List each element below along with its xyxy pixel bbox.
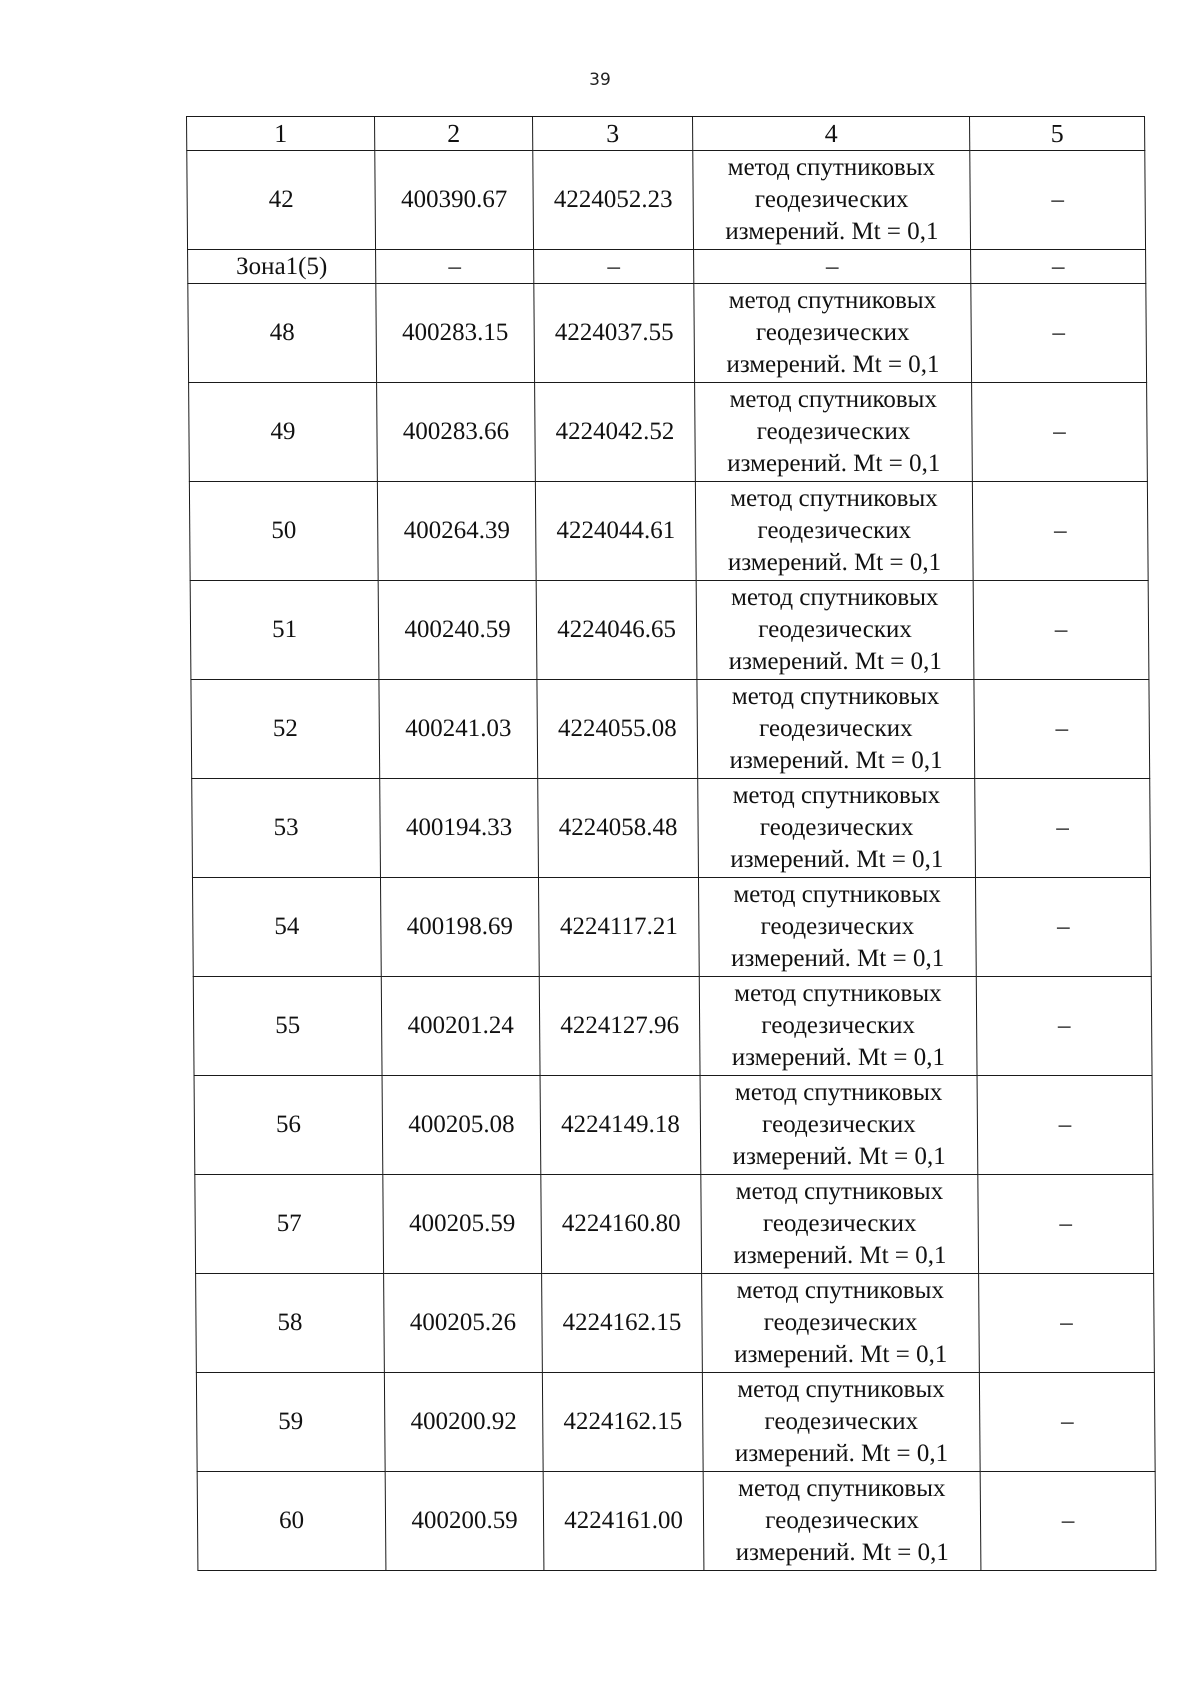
method-line: измерений. Mt = 0,1 [731,1044,946,1071]
table-row [197,1472,1156,1571]
method-line: измерений. Mt = 0,1 [727,549,942,576]
method-line: метод спутниковых [730,584,939,611]
method-line: – [825,252,839,280]
table-row [187,151,1146,250]
y-coordinate-cell: 4224058.48 [538,779,699,878]
method-line: геодезических [758,715,913,742]
note-cell: – [971,284,1147,383]
method-line: метод спутниковых [729,386,938,413]
method-cell [695,383,973,482]
note-cell: – [975,878,1151,977]
method-cell [703,1472,981,1571]
method-line: метод спутниковых [732,782,941,809]
column-header: 5 [970,117,1145,151]
table-header-row [187,117,1145,151]
method-line: измерений. Mt = 0,1 [734,1341,948,1368]
x-coordinate-cell: 400283.66 [377,383,536,482]
method-cell [699,977,977,1076]
x-coordinate-cell: 400205.08 [382,1076,541,1175]
table-row [190,581,1149,680]
column-header: 1 [187,117,375,151]
x-coordinate-cell: 400205.59 [383,1175,542,1274]
table-row [192,779,1151,878]
method-cell [693,151,971,250]
zone-row [188,250,1146,284]
x-coordinate-cell: 400264.39 [377,482,536,581]
note-cell: – [971,250,1146,284]
x-coordinate-cell: 400241.03 [379,680,538,779]
y-coordinate-cell: 4224127.96 [539,977,700,1076]
method-cell [702,1274,980,1373]
point-number-cell: 42 [187,151,376,250]
note-cell: – [978,1175,1154,1274]
method-cell [694,250,971,284]
point-number-cell: 55 [193,977,382,1076]
method-cell [696,581,974,680]
note-cell: – [972,482,1148,581]
x-coordinate-cell: 400198.69 [380,878,539,977]
method-line: геодезических [765,1507,919,1534]
point-number-cell: 54 [192,878,381,977]
y-coordinate-cell: 4224149.18 [540,1076,701,1175]
note-cell: – [974,680,1150,779]
point-number-cell: 59 [196,1373,385,1472]
y-coordinate-cell: 4224037.55 [534,284,695,383]
table-row [189,482,1148,581]
method-cell [700,1076,978,1175]
method-line: метод спутниковых [737,1475,946,1502]
y-coordinate-cell: 4224044.61 [535,482,696,581]
method-line: метод спутниковых [736,1277,945,1304]
y-coordinate-cell: 4224052.23 [533,151,694,250]
note-cell: – [976,977,1152,1076]
x-coordinate-cell: 400200.92 [384,1373,543,1472]
x-coordinate-cell: 400390.67 [375,151,534,250]
method-cell [701,1175,979,1274]
y-coordinate-cell: 4224042.52 [535,383,696,482]
point-number-cell: 52 [191,680,380,779]
method-line: измерений. Mt = 0,1 [726,351,940,378]
method-line: геодезических [763,1309,918,1336]
method-line: метод спутниковых [727,154,936,181]
y-coordinate-cell: – [534,250,694,284]
point-number-cell: Зона1(5) [188,250,376,284]
point-number-cell: 58 [196,1274,385,1373]
x-coordinate-cell: 400283.15 [376,284,535,383]
x-coordinate-cell: 400194.33 [380,779,539,878]
x-coordinate-cell: 400205.26 [384,1274,543,1373]
table-row [195,1175,1154,1274]
y-coordinate-cell: 4224160.80 [541,1175,702,1274]
method-line: геодезических [754,186,909,213]
note-cell: – [980,1472,1156,1571]
method-line: геодезических [755,319,910,346]
point-number-cell: 56 [194,1076,383,1175]
method-cell [702,1373,980,1472]
note-cell: – [973,581,1149,680]
table-row [196,1274,1155,1373]
method-cell [697,680,975,779]
method-line: метод спутниковых [728,287,937,314]
table-row [189,383,1148,482]
x-coordinate-cell: 400240.59 [378,581,537,680]
table-row [194,1076,1153,1175]
x-coordinate-cell: – [376,250,534,284]
method-line: геодезических [762,1210,917,1237]
table-body [187,151,1156,1571]
method-line: метод спутниковых [735,1178,944,1205]
column-header: 2 [375,117,533,151]
y-coordinate-cell: 4224161.00 [543,1472,704,1571]
note-cell: – [970,151,1146,250]
method-line: метод спутниковых [734,1079,943,1106]
y-coordinate-cell: 4224055.08 [537,680,698,779]
point-number-cell: 50 [189,482,378,581]
method-line: метод спутниковых [734,980,942,1007]
method-line: измерений. Mt = 0,1 [730,846,944,873]
note-cell: – [977,1076,1153,1175]
x-coordinate-cell: 400200.59 [385,1472,544,1571]
method-cell [698,878,976,977]
table-row [193,977,1152,1076]
point-number-cell: 48 [188,284,377,383]
method-line: измерений. Mt = 0,1 [734,1440,949,1467]
method-line: геодезических [761,1012,916,1039]
table-row [188,284,1147,383]
method-line: метод спутниковых [731,683,940,710]
method-line: геодезических [762,1111,916,1138]
method-line: измерений. Mt = 0,1 [735,1539,949,1566]
method-cell [698,779,976,878]
column-header: 4 [693,117,970,151]
note-cell: – [979,1373,1155,1472]
method-line: измерений. Mt = 0,1 [733,1242,947,1269]
method-line: геодезических [764,1408,919,1435]
column-header: 3 [533,117,693,151]
method-line: геодезических [757,517,912,544]
method-line: геодезических [758,616,912,643]
y-coordinate-cell: 4224046.65 [536,581,697,680]
note-cell: – [975,779,1151,878]
method-cell [694,284,972,383]
method-cell [695,482,973,581]
method-line: геодезических [759,814,914,841]
method-line: метод спутниковых [730,485,938,512]
method-line: геодезических [756,418,911,445]
point-number-cell: 49 [189,383,378,482]
method-line: измерений. Mt = 0,1 [727,450,941,477]
table-row [192,878,1151,977]
method-line: геодезических [760,913,915,940]
point-number-cell: 57 [195,1175,384,1274]
method-line: измерений. Mt = 0,1 [732,1143,946,1170]
y-coordinate-cell: 4224162.15 [542,1373,703,1472]
note-cell: – [972,383,1148,482]
method-line: метод спутниковых [737,1376,945,1403]
page-number: 39 [589,70,611,90]
note-cell: – [979,1274,1155,1373]
table-row [196,1373,1155,1472]
method-line: измерений. Mt = 0,1 [728,648,942,675]
coordinates-table [186,116,1156,1571]
table-row [191,680,1150,779]
y-coordinate-cell: 4224162.15 [542,1274,703,1373]
method-line: измерений. Mt = 0,1 [725,218,939,245]
y-coordinate-cell: 4224117.21 [538,878,699,977]
method-line: метод спутниковых [733,881,941,908]
method-line: измерений. Mt = 0,1 [729,747,943,774]
point-number-cell: 51 [190,581,379,680]
x-coordinate-cell: 400201.24 [381,977,540,1076]
point-number-cell: 53 [192,779,381,878]
point-number-cell: 60 [197,1472,386,1571]
method-line: измерений. Mt = 0,1 [730,945,945,972]
